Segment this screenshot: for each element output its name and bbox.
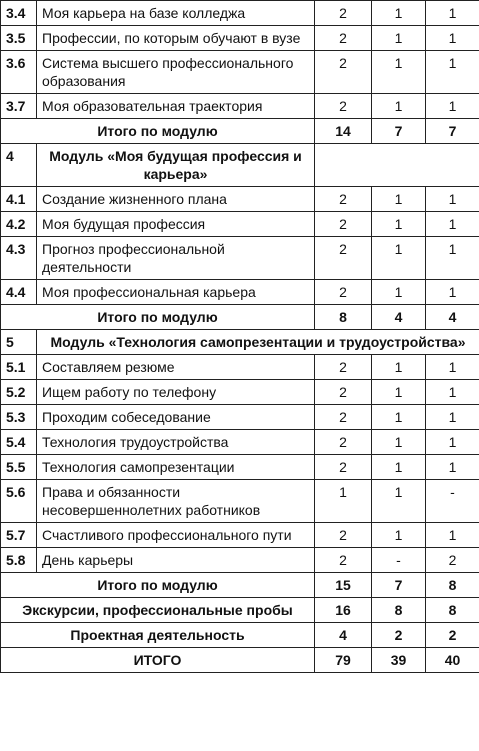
hours-total: 1 [315,480,372,523]
row-title: Создание жизненного плана [37,187,315,212]
table-row [1,187,479,212]
total-label: Итого по модулю [1,573,315,598]
row-number: 5.2 [1,380,37,405]
module-title: Модуль «Моя будущая профессия и карьера» [37,144,315,187]
table-row [1,405,479,430]
module-number: 4 [1,144,37,187]
hours-theory: - [372,548,426,573]
hours-practice: 1 [426,405,479,430]
hours-practice: - [426,480,479,523]
total-hours: 14 [315,119,372,144]
row-number: 5.5 [1,455,37,480]
total-hours: 16 [315,598,372,623]
row-number: 5.1 [1,355,37,380]
row-title: Технология самопрезентации [37,455,315,480]
row-number: 5.3 [1,405,37,430]
module-number: 5 [1,330,37,355]
hours-theory: 1 [372,212,426,237]
row-number: 5.6 [1,480,37,523]
table-row [1,212,479,237]
table-row [1,1,479,26]
row-number: 5.7 [1,523,37,548]
hours-total: 2 [315,51,372,94]
total-hours: 15 [315,573,372,598]
row-title: День карьеры [37,548,315,573]
total-practice: 8 [426,598,479,623]
table-row [1,480,479,523]
row-title: Технология трудоустройства [37,430,315,455]
hours-total: 2 [315,187,372,212]
hours-total: 2 [315,1,372,26]
hours-practice: 1 [426,455,479,480]
module-total-row [1,305,479,330]
excursions-label: Экскурсии, профессиональные пробы [1,598,315,623]
row-number: 4.3 [1,237,37,280]
module-total-row [1,119,479,144]
grand-total-practice: 40 [426,648,479,673]
hours-theory: 1 [372,94,426,119]
hours-total: 2 [315,237,372,280]
hours-total: 2 [315,355,372,380]
total-practice: 2 [426,623,479,648]
hours-practice: 1 [426,1,479,26]
table-row [1,94,479,119]
hours-total: 2 [315,380,372,405]
module-header-empty [315,144,479,187]
row-title: Права и обязанности несовершеннолетних работников [37,480,315,523]
hours-theory: 1 [372,51,426,94]
hours-theory: 1 [372,237,426,280]
row-title: Профессии, по которым обучают в вузе [37,26,315,51]
row-title: Ищем работу по телефону [37,380,315,405]
row-number: 4.1 [1,187,37,212]
hours-theory: 1 [372,455,426,480]
total-hours: 8 [315,305,372,330]
module-total-row [1,573,479,598]
total-hours: 4 [315,623,372,648]
hours-total: 2 [315,280,372,305]
hours-theory: 1 [372,430,426,455]
hours-total: 2 [315,548,372,573]
hours-theory: 1 [372,26,426,51]
total-theory: 8 [372,598,426,623]
row-number: 5.4 [1,430,37,455]
hours-theory: 1 [372,1,426,26]
hours-practice: 1 [426,212,479,237]
hours-practice: 1 [426,523,479,548]
table-row [1,430,479,455]
module-header-row [1,144,479,187]
table-row [1,523,479,548]
row-title: Проходим собеседование [37,405,315,430]
table-row [1,380,479,405]
hours-theory: 1 [372,523,426,548]
grand-total-theory: 39 [372,648,426,673]
total-practice: 7 [426,119,479,144]
hours-practice: 1 [426,26,479,51]
total-practice: 4 [426,305,479,330]
row-number: 5.8 [1,548,37,573]
total-theory: 7 [372,573,426,598]
grand-total-label: ИТОГО [1,648,315,673]
hours-total: 2 [315,26,372,51]
table-row [1,355,479,380]
table-row [1,237,479,280]
total-theory: 7 [372,119,426,144]
row-title: Моя будущая профессия [37,212,315,237]
table-row [1,51,479,94]
hours-theory: 1 [372,405,426,430]
hours-theory: 1 [372,280,426,305]
grand-total-hours: 79 [315,648,372,673]
total-theory: 2 [372,623,426,648]
project-activity-label: Проектная деятельность [1,623,315,648]
table-row [1,280,479,305]
row-number: 3.6 [1,51,37,94]
hours-total: 2 [315,94,372,119]
row-title: Моя образовательная траектория [37,94,315,119]
module-title: Модуль «Технология самопрезентации и трудоустройства» [37,330,479,355]
hours-practice: 2 [426,548,479,573]
hours-practice: 1 [426,355,479,380]
hours-practice: 1 [426,187,479,212]
row-title: Прогноз профессиональной деятельности [37,237,315,280]
total-label: Итого по модулю [1,119,315,144]
total-practice: 8 [426,573,479,598]
hours-practice: 1 [426,94,479,119]
total-label: Итого по модулю [1,305,315,330]
hours-practice: 1 [426,237,479,280]
hours-practice: 1 [426,380,479,405]
table-row [1,26,479,51]
hours-theory: 1 [372,480,426,523]
hours-theory: 1 [372,187,426,212]
hours-theory: 1 [372,380,426,405]
table-row [1,548,479,573]
row-title: Моя карьера на базе колледжа [37,1,315,26]
grand-total-row [1,648,479,673]
excursions-row [1,598,479,623]
hours-total: 2 [315,523,372,548]
row-title: Система высшего профессионального образования [37,51,315,94]
row-title: Счастливого профессионального пути [37,523,315,548]
hours-total: 2 [315,212,372,237]
row-number: 3.5 [1,26,37,51]
total-theory: 4 [372,305,426,330]
row-title: Моя профессиональная карьера [37,280,315,305]
hours-total: 2 [315,455,372,480]
hours-practice: 1 [426,51,479,94]
table-row [1,455,479,480]
module-header-row [1,330,479,355]
hours-total: 2 [315,430,372,455]
hours-total: 2 [315,405,372,430]
row-number: 4.2 [1,212,37,237]
row-number: 3.7 [1,94,37,119]
row-number: 3.4 [1,1,37,26]
hours-theory: 1 [372,355,426,380]
hours-practice: 1 [426,280,479,305]
row-number: 4.4 [1,280,37,305]
hours-practice: 1 [426,430,479,455]
project-activity-row [1,623,479,648]
row-title: Составляем резюме [37,355,315,380]
